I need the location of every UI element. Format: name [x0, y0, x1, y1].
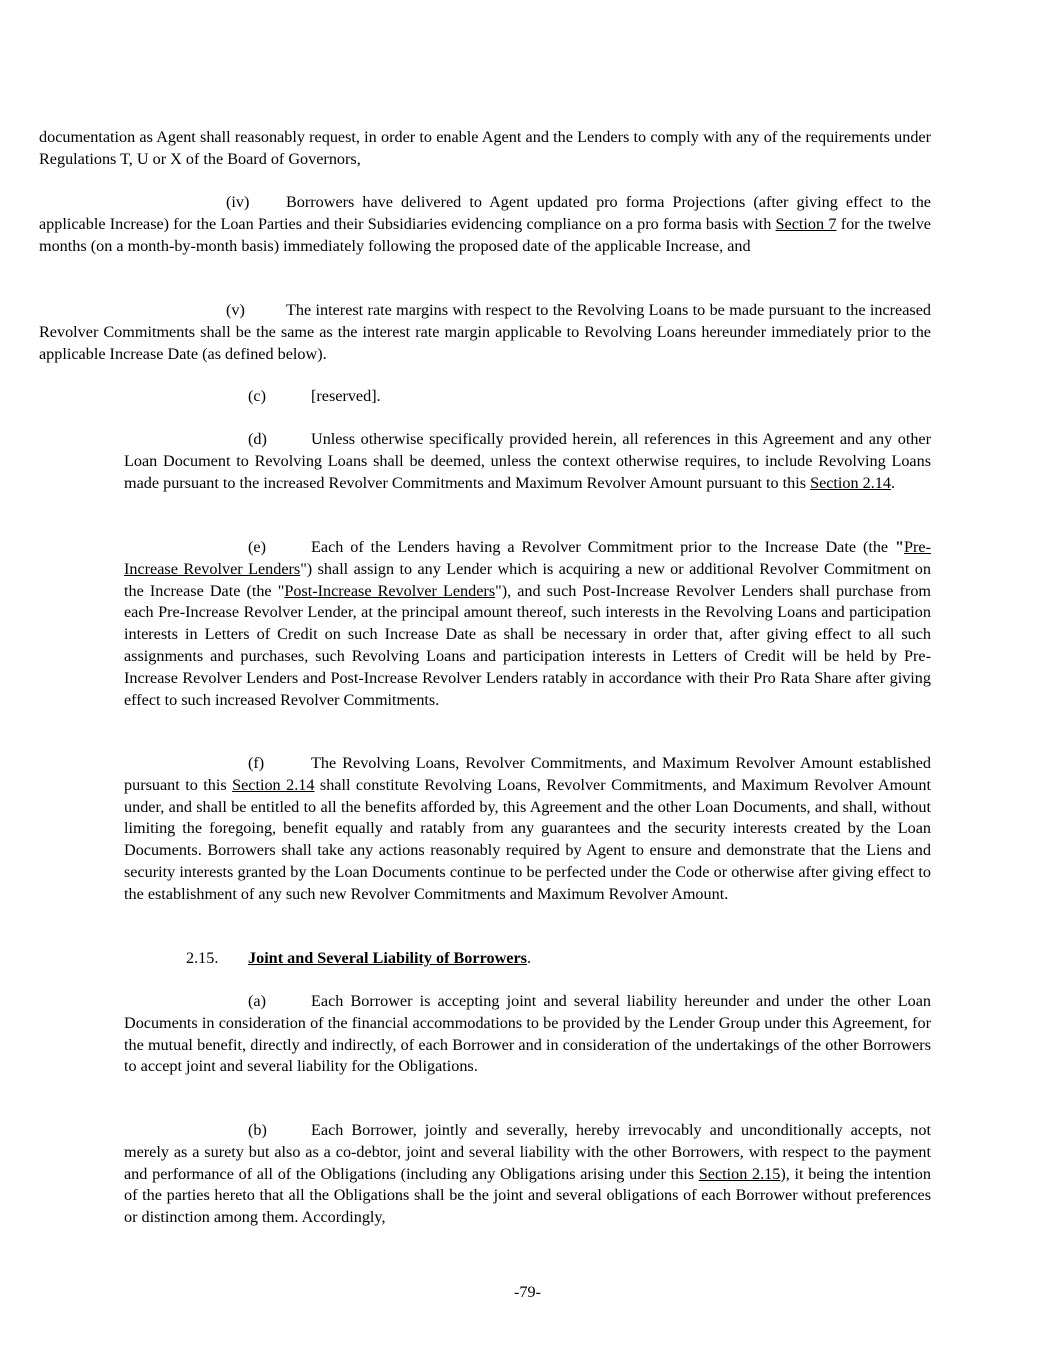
clause-number: (d) [248, 430, 267, 448]
clause-number: (a) [248, 992, 266, 1010]
defined-term-pre-increase: Pre-Increase Revolver Lenders [124, 538, 931, 578]
clause-number: (c) [248, 387, 266, 405]
clause-f: (f) The Revolving Loans, Revolver Commitments, and Maximum Revolver Amount established pursuant to this Section 2.14 shall constitute Revolving Loans, Revolver Commitments, and Maximum Revolver Amount under, and shall be entitled to all the benefits afforded by, this Agreement and the other Loan Documents, and shall, without limiting the foregoing, benefit equally and ratably from any guarantees and the security interests created by the Loan Documents. Borrowers shall take any actions reasonably required by Agent to ensure and demonstrate that the Liens and security interests granted by the Loan Documents continue to be perfected under the Code or otherwise after giving effect to the establishment of any such new Revolver Commitments and Maximum Revolver Amount. [124, 754, 931, 903]
clause-b: (b) Each Borrower, jointly and severally, hereby irrevocably and unconditionally accepts, not merely as a surety but also as a co-debtor, joint and several liability with the other Borrowers, with respect to the payment and performance of all of the Obligations (including any Obligations arising under this Section 2.15), it being the intention of the parties hereto that all the Obligations shall be the joint and several obligations of each Borrower without preferences or distinction among them. Accordingly, [124, 1121, 931, 1227]
section-number: 2.15. [186, 949, 219, 967]
clause-iv: (iv) Borrowers have delivered to Agent updated pro forma Projections (after giving effect to the applicable Increase) for the Loan Parties and their Subsidiaries evidencing compliance on a pro forma basis with Section 7 for the twelve months (on a month-by-month basis) immediately following the proposed date of the applicable Increase, and [39, 193, 931, 255]
clause-v: (v) The interest rate margins with respect to the Revolving Loans to be made pursuant to the increased Revolver Commitments shall be the same as the interest rate margin applicable to Revolving Loans hereunder immediately prior to the applicable Increase Date (as defined below). [39, 301, 931, 363]
clause-d: (d) Unless otherwise specifically provided herein, all references in this Agreement and any other Loan Document to Revolving Loans shall be deemed, unless the context otherwise requires, to include Revolving Loans made pursuant to the increased Revolver Commitments and Maximum Revolver Amount pursuant to this Section 2.14. [124, 430, 931, 492]
defined-term-post-increase: Post-Increase Revolver Lenders [284, 581, 496, 600]
clause-a: (a) Each Borrower is accepting joint and several liability hereunder and under the other Loan Documents in consideration of the financial accommodations to be provided by the Lender Group under this Agreement, for the mutual benefit, directly and indirectly, of each Borrower and in consideration of the undertakings of the other Borrowers to accept joint and several liability for the Obligations. [124, 992, 931, 1076]
clause-number: (f) [248, 754, 265, 772]
section-reference: Section 2.14 [232, 775, 315, 794]
clause-number: (v) [226, 301, 245, 319]
section-2-15-heading: 2.15. Joint and Several Liability of Borrowers. [186, 948, 531, 970]
clause-e: (e) Each of the Lenders having a Revolver Commitment prior to the Increase Date (the "Pre-Increase Revolver Lenders") shall assign to any Lender which is acquiring a new or additional Revolver Commitment on the Increase Date (the "Post-Increase Revolver Lenders"), and such Post-Increase Revolver Lenders shall purchase from each Pre-Increase Revolver Lender, at the principal amount thereof, such interests in the Revolving Loans and participation interests in Letters of Credit on such Increase Date as shall be necessary in order that, after giving effect to all such assignments and purchases, such Revolving Loans and participation interests in Letters of Credit will be held by Pre-Increase Revolver Lenders and Post-Increase Revolver Lenders ratably in accordance with their Pro Rata Share after giving effect to such increased Revolver Commitments. [124, 538, 932, 709]
section-title: Joint and Several Liability of Borrowers [248, 949, 527, 967]
section-reference: Section 2.14 [810, 473, 891, 492]
clause-number: (iv) [226, 193, 250, 211]
carryover-paragraph: documentation as Agent shall reasonably request, in order to enable Agent and the Lenders to comply with any of the requirements under Regulations T, U or X of the Board of Governors, [39, 128, 931, 168]
clause-number: (e) [248, 538, 266, 556]
clause-number: (b) [248, 1121, 267, 1139]
section-reference: Section 2.15 [698, 1164, 781, 1183]
clause-c: (c) [reserved]. [124, 386, 931, 408]
section-reference: Section 7 [775, 214, 837, 233]
page-number: -79- [514, 1283, 541, 1301]
